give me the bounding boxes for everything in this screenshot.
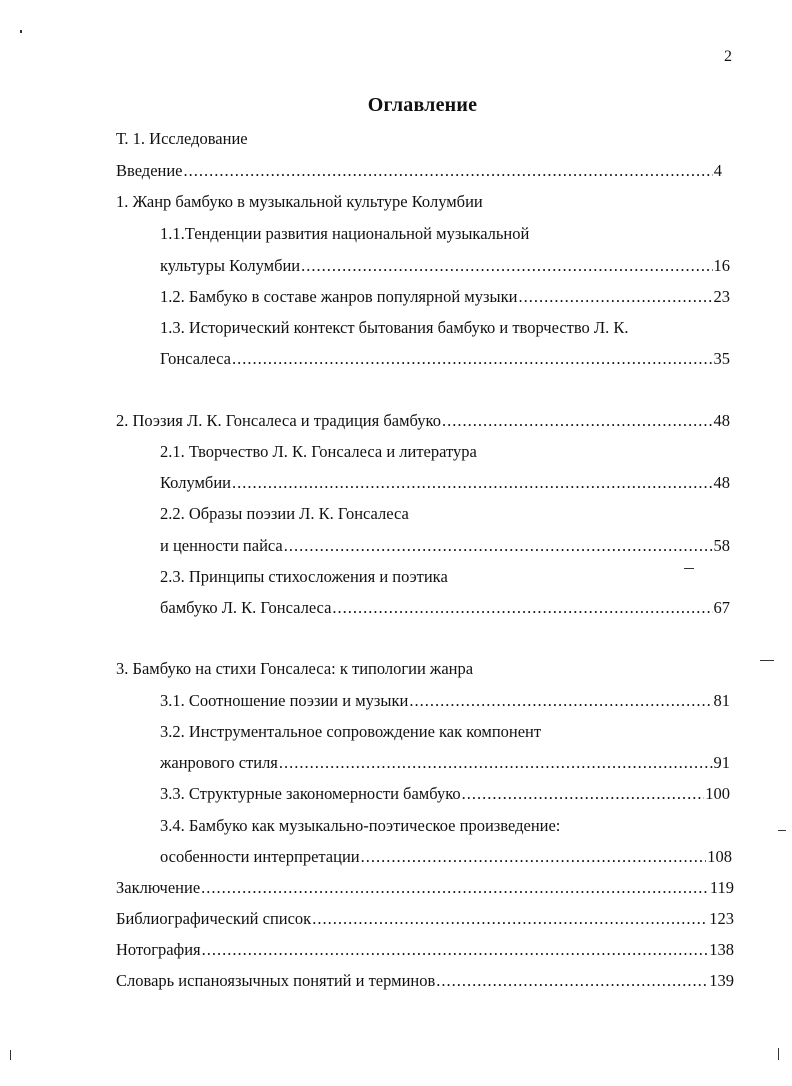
- toc-entry-page: 100: [705, 784, 730, 803]
- toc-entry-label: Нотография: [116, 940, 201, 959]
- dot-leader: [232, 472, 713, 494]
- toc-entry-label: Введение: [116, 161, 183, 180]
- toc-section-1-3[interactable]: [160, 348, 730, 370]
- toc-chapter-1[interactable]: 1. Жанр бамбуко в музыкальной культуре Колумбии: [116, 192, 483, 211]
- toc-section-2-2-line1[interactable]: 2.2. Образы поэзии Л. К. Гонсалеса: [160, 504, 409, 523]
- toc-entry-notography[interactable]: [116, 939, 734, 961]
- toc-chapter-3[interactable]: 3. Бамбуко на стихи Гонсалеса: к типологии жанра: [116, 659, 474, 678]
- toc-entry-label: 2. Поэзия Л. К. Гонсалеса и традиция бамбуко: [116, 411, 441, 430]
- toc-section-2-2[interactable]: [160, 535, 730, 557]
- scan-speck: [684, 568, 694, 569]
- toc-section-1-1-line1[interactable]: 1.1.Тенденции развития национальной музыкальной: [160, 224, 530, 243]
- toc-section-2-1[interactable]: [160, 472, 730, 494]
- dot-leader: [442, 410, 713, 432]
- toc-section-1-1[interactable]: [160, 255, 730, 277]
- dot-leader: [284, 535, 713, 557]
- dot-leader: [361, 846, 707, 868]
- toc-entry-conclusion[interactable]: [116, 877, 734, 899]
- toc-entry-label: 1.2. Бамбуко в составе жанров популярной музыки: [160, 287, 518, 306]
- dot-leader: [232, 348, 713, 370]
- scan-speck: [20, 30, 22, 33]
- toc-entry-page: 139: [709, 971, 734, 990]
- toc-entry-page: 35: [713, 349, 730, 368]
- toc-entry-page: 48: [713, 411, 730, 430]
- toc-entry-page: 108: [707, 847, 732, 866]
- toc-entry-label: и ценности пайса: [160, 536, 283, 555]
- toc-entry-label: Словарь испаноязычных понятий и терминов: [116, 971, 436, 990]
- toc-entry-intro[interactable]: [116, 160, 722, 182]
- toc-section-1-3-line1[interactable]: 1.3. Исторический контекст бытования бамбуко и творчество Л. К.: [160, 318, 629, 337]
- toc-entry-label: жанрового стиля: [160, 753, 278, 772]
- dot-leader: [301, 255, 712, 277]
- toc-entry-page: 119: [709, 878, 734, 897]
- toc-section-2-1-line1[interactable]: 2.1. Творчество Л. К. Гонсалеса и литература: [160, 442, 477, 461]
- dot-leader: [462, 783, 705, 805]
- dot-leader: [409, 690, 712, 712]
- dot-leader: [332, 597, 712, 619]
- toc-entry-label: бамбуко Л. К. Гонсалеса: [160, 598, 332, 617]
- toc-section-2-3[interactable]: [160, 597, 730, 619]
- toc-entry-label: Библиографический список: [116, 909, 312, 928]
- toc-section-3-4-line1[interactable]: 3.4. Бамбуко как музыкально-поэтическое произведение:: [160, 816, 561, 835]
- toc-section-3-2[interactable]: [160, 752, 730, 774]
- scan-speck: [760, 660, 774, 661]
- toc-section-3-1[interactable]: [160, 690, 730, 712]
- scan-speck: [778, 830, 786, 831]
- toc-entry-page: 91: [713, 753, 730, 772]
- toc-entry-label: 3.1. Соотношение поэзии и музыки: [160, 691, 409, 710]
- scan-speck: [778, 1048, 779, 1060]
- toc-entry-label: культуры Колумбии: [160, 256, 301, 275]
- toc-entry-bibliography[interactable]: [116, 908, 734, 930]
- toc-section-3-3[interactable]: [160, 783, 730, 805]
- toc-section-3-2-line1[interactable]: 3.2. Инструментальное сопровождение как компонент: [160, 722, 542, 741]
- toc-entry-page: 81: [713, 691, 730, 710]
- toc-entry-page: 16: [713, 256, 730, 275]
- toc-entry-label: особенности интерпретации: [160, 847, 360, 866]
- dot-leader: [202, 939, 709, 961]
- dot-leader: [518, 286, 712, 308]
- toc-entry-label: Заключение: [116, 878, 201, 897]
- dot-leader: [279, 752, 713, 774]
- toc-entry-page: 23: [713, 287, 730, 306]
- toc-entry-page: 67: [713, 598, 730, 617]
- dot-leader: [312, 908, 708, 930]
- toc-entry-label: Гонсалеса: [160, 349, 231, 368]
- toc-section-1-2[interactable]: [160, 286, 730, 308]
- toc-entry-page: 123: [709, 909, 734, 928]
- toc-section-3-4[interactable]: [160, 846, 732, 868]
- dot-leader: [201, 877, 709, 899]
- toc-entry-page: 58: [713, 536, 730, 555]
- toc-entry-page: 4: [713, 161, 722, 180]
- toc-entry-label: 3.3. Структурные закономерности бамбуко: [160, 784, 461, 803]
- scan-speck: [10, 1050, 11, 1060]
- page-title: Оглавление: [367, 94, 478, 116]
- toc-entry-page: 48: [713, 473, 730, 492]
- dot-leader: [184, 160, 713, 182]
- toc-entry-label: Колумбии: [160, 473, 231, 492]
- toc-chapter-2[interactable]: [116, 410, 730, 432]
- part-heading: Т. 1. Исследование: [116, 129, 248, 148]
- dot-leader: [436, 970, 708, 992]
- toc-section-2-3-line1[interactable]: 2.3. Принципы стихосложения и поэтика: [160, 567, 448, 586]
- toc-entry-page: 138: [709, 940, 734, 959]
- toc-entry-glossary[interactable]: [116, 970, 734, 992]
- page-number: 2: [724, 48, 732, 65]
